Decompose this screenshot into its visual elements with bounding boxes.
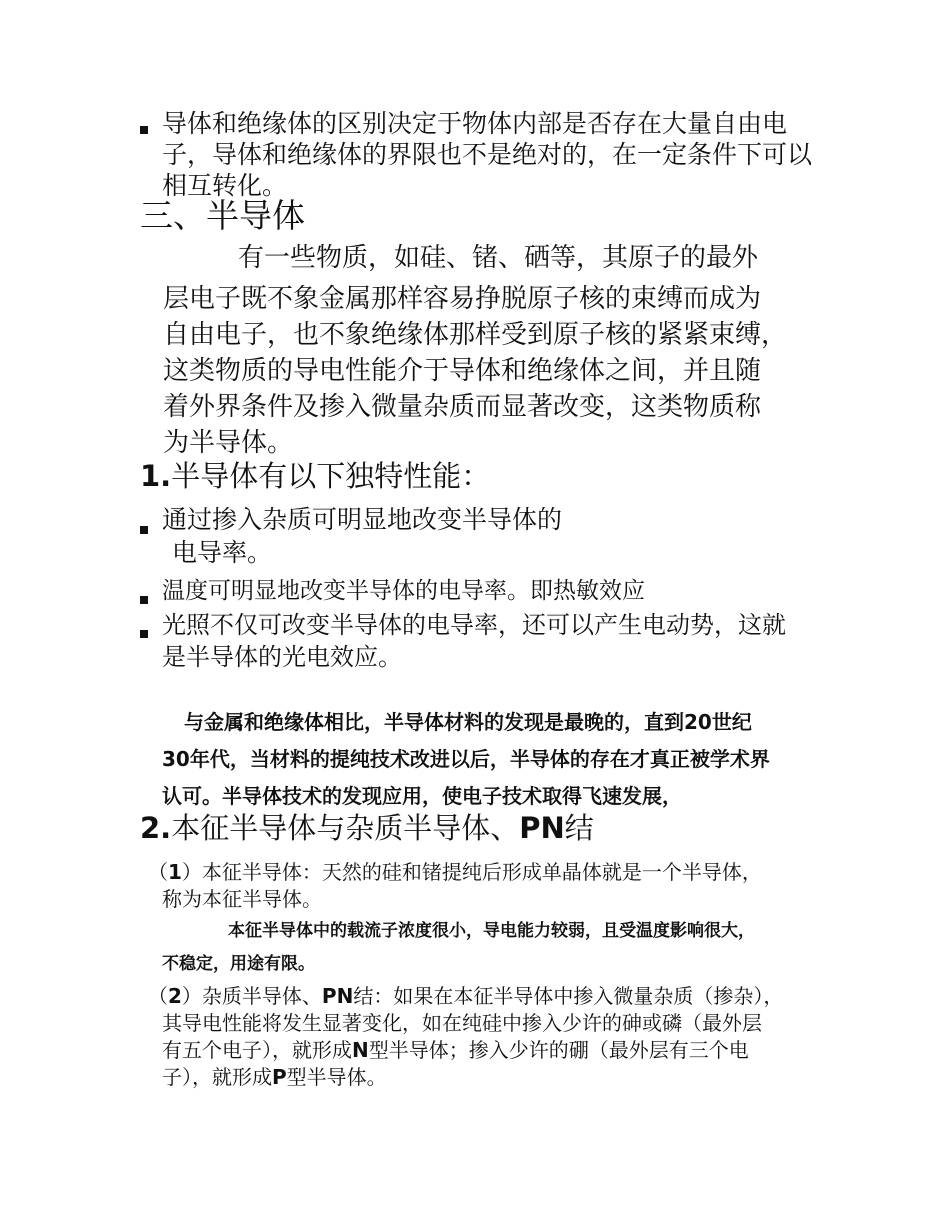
item-extrinsic-line [148, 983, 783, 1009]
paragraph-line: 自由电子，也不象绝缘体那样受到原子核的紧紧束缚， [163, 320, 788, 350]
item-number: 2 [168, 984, 182, 1008]
bullet-item-doping [140, 504, 830, 568]
item-text: 有五个电子），就形成 [162, 1038, 352, 1062]
subheading-properties [140, 456, 490, 496]
paren: （ [148, 984, 168, 1008]
bullet-line: 电导率。 [172, 538, 273, 567]
item-number: 1 [168, 860, 182, 884]
bullet-item-thermal [140, 576, 830, 608]
paragraph-line: 为半导体。 [163, 428, 294, 458]
item-intrinsic-line [148, 859, 762, 885]
square-bullet-icon [140, 596, 148, 604]
heading-text: 结 [564, 811, 594, 845]
note-line: 与金属和绝缘体相比，半导体材料的发现是最晚的，直到20世纪 [184, 710, 752, 734]
item-text: 型半导体；掺入少许的硼（最外层有三个电 [368, 1038, 749, 1062]
heading-text: 半导体有以下独特性能： [171, 459, 491, 493]
item-text: 型半导体。 [286, 1065, 387, 1089]
item-text-pn: PN [321, 984, 354, 1008]
section-title: 三、半导体 [140, 196, 305, 235]
item-text-n: N [352, 1038, 369, 1062]
item-extrinsic-line [162, 1064, 387, 1090]
note-line: 本征半导体中的载流子浓度很小，导电能力较弱，且受温度影响很大， [228, 921, 755, 941]
bullet-line: 子，导体和绝缘体的界限也不是绝对的，在一定条件下可以 [162, 140, 813, 169]
subheading-intrinsic-extrinsic [140, 808, 594, 848]
bullet-item-photoelectric [140, 610, 830, 674]
bullet-line: 是半导体的光电效应。 [162, 643, 402, 671]
item-text: 子），就形成 [162, 1065, 272, 1089]
paren: （ [148, 860, 168, 884]
item-extrinsic-line [162, 1037, 749, 1063]
item-text: ）本征半导体：天然的硅和锗提纯后形成单晶体就是一个半导体， [181, 860, 762, 884]
bullet-line: 光照不仅可改变半导体的电导率，还可以产生电动势，这就 [162, 611, 786, 639]
paragraph-line: 着外界条件及掺入微量杂质而显著改变，这类物质称 [163, 392, 762, 422]
paragraph-line: 层电子既不象金属那样容易挣脱原子核的束缚而成为 [163, 284, 762, 314]
item-intrinsic-line: 称为本征半导体。 [162, 887, 322, 911]
item-text-p: P [272, 1065, 287, 1089]
note-line: 认可。半导体技术的发现应用，使电子技术取得飞速发展， [162, 784, 682, 808]
bullet-line: 相互转化。 [162, 171, 288, 200]
square-bullet-icon [140, 630, 148, 638]
bullet-item-conductor-insulator [140, 108, 830, 204]
heading-number: 2. [140, 811, 172, 845]
heading-text-pn: PN [519, 811, 565, 845]
bullet-line: 通过掺入杂质可明显地改变半导体的 [162, 505, 563, 534]
item-text: ）杂质半导体、 [181, 984, 322, 1008]
bullet-line: 导体和绝缘体的区别决定于物体内部是否存在大量自由电 [162, 109, 788, 138]
heading-text: 本征半导体与杂质半导体、 [171, 811, 520, 845]
heading-number: 1. [140, 459, 172, 493]
item-text: 结：如果在本征半导体中掺入微量杂质（掺杂）， [353, 984, 784, 1008]
note-line: 30年代，当材料的提纯技术改进以后，半导体的存在才真正被学术界 [162, 747, 770, 771]
item-extrinsic-line: 其导电性能将发生显著变化，如在纯硅中掺入少许的砷或磷（最外层 [162, 1011, 762, 1035]
note-line: 不稳定，用途有限。 [162, 954, 315, 974]
paragraph-line: 这类物质的导电性能介于导体和绝缘体之间，并且随 [163, 356, 762, 386]
bullet-line: 温度可明显地改变半导体的电导率。即热敏效应 [162, 578, 645, 604]
square-bullet-icon [140, 126, 148, 134]
paragraph-line: 有一些物质，如硅、锗、硒等，其原子的最外 [238, 243, 759, 273]
square-bullet-icon [140, 526, 148, 534]
